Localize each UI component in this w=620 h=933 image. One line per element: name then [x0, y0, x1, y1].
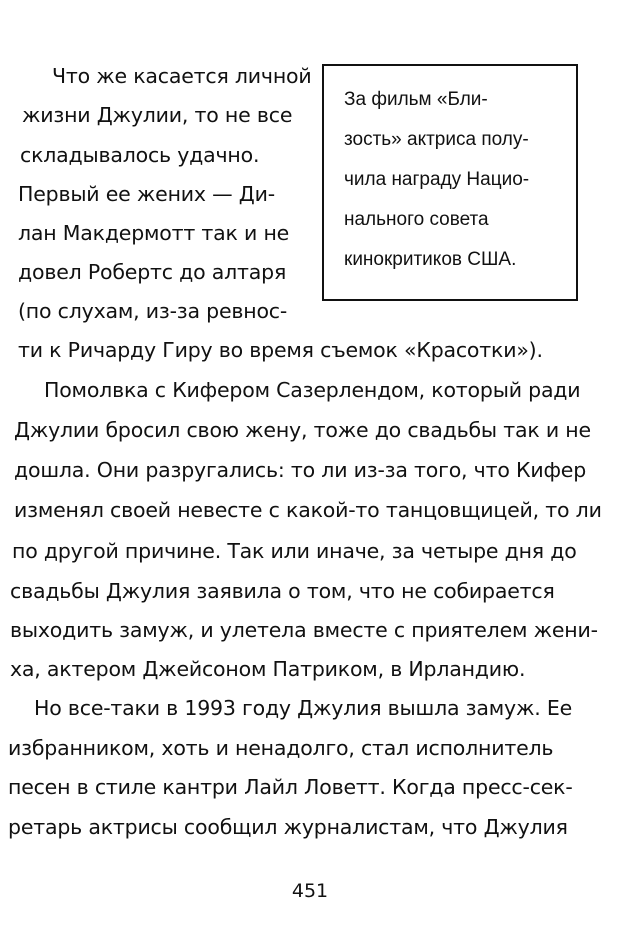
body-line: Но все-таки в 1993 году Джулия вышла замуж. Ее — [34, 696, 573, 720]
body-line: по другой причине. Так или иначе, за четыре дня до — [12, 539, 577, 563]
body-line: песен в стиле кантри Лайл Ловетт. Когда пресс-сек- — [8, 775, 573, 799]
sidebar-line: кинокритиков США. — [344, 249, 517, 270]
body-line: выходить замуж, и улетела вместе с приятелем жени- — [10, 618, 598, 642]
body-line: ти к Ричарду Гиру во время съемок «Красотки»). — [18, 338, 543, 362]
body-line: свадьбы Джулия заявила о том, что не собирается — [10, 579, 555, 603]
body-line: изменял своей невесте с какой-то танцовщицей, то ли — [14, 498, 602, 522]
body-line: жизни Джулии, то не все — [22, 103, 293, 127]
body-line: довел Робертс до алтаря — [18, 260, 287, 284]
body-line: Помолвка с Кифером Сазерлендом, который ради — [44, 378, 581, 402]
body-line: Первый ее жених — Ди- — [18, 182, 275, 206]
body-line: Джулии бросил свою жену, тоже до свадьбы так и не — [14, 418, 591, 442]
sidebar-line: За фильм «Бли- — [344, 89, 488, 110]
body-line: избранником, хоть и ненадолго, стал исполнитель — [8, 736, 554, 760]
body-line: складывалось удачно. — [20, 143, 260, 167]
body-line: дошла. Они разругались: то ли из-за того, что Кифер — [14, 458, 587, 482]
body-line: (по слухам, из-за ревнос- — [18, 299, 288, 323]
body-line: Что же касается личной — [52, 64, 312, 88]
sidebar-box — [322, 64, 578, 301]
body-line: лан Макдермотт так и не — [18, 221, 290, 245]
sidebar-line: нального совета — [344, 209, 489, 230]
body-line: ха, актером Джейсоном Патриком, в Ирландию. — [10, 657, 526, 681]
body-line: ретарь актрисы сообщил журналистам, что Джулия — [8, 815, 568, 839]
sidebar-line: зость» актриса полу- — [344, 129, 529, 150]
sidebar-line: чила награду Нацио- — [344, 169, 530, 190]
page-number: 451 — [291, 880, 329, 902]
